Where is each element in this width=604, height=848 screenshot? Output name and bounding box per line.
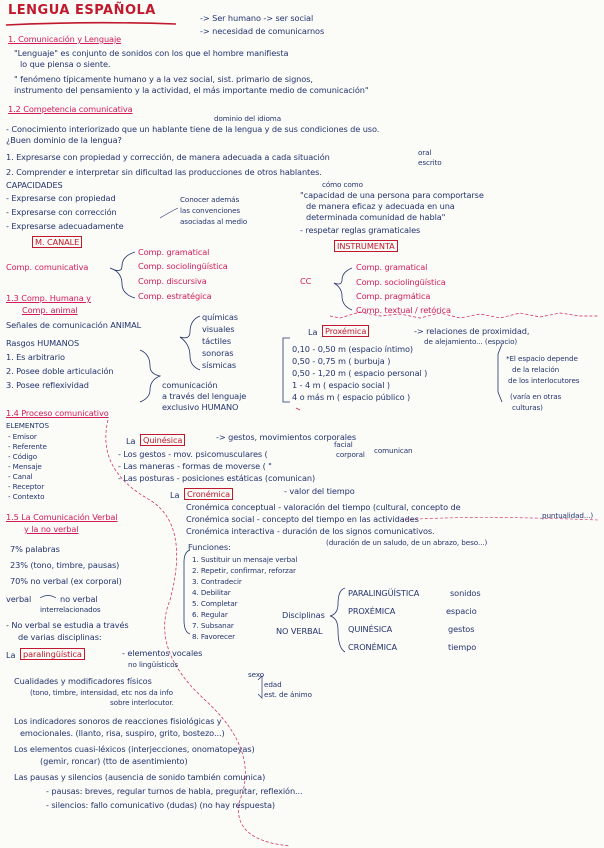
instrumenta-item-4: Comp. textual / retórica <box>356 305 451 315</box>
elemento-7: - Contexto <box>8 492 45 501</box>
disciplinas-label-2: NO VERBAL <box>276 626 323 636</box>
competencia-item-2: 2. Comprender e interpretar sin dificultad las producciones de otros hablantes. <box>6 167 322 177</box>
funciones-heading: Funciones: <box>188 542 231 552</box>
elementos-label: ELEMENTOS <box>6 421 49 430</box>
section-1-3-heading-2: Comp. animal <box>22 305 78 315</box>
como-note: cómo como <box>322 180 363 189</box>
competencia-def-1: - Conocimiento interiorizado que un hablante tiene de la lengua y de sus condiciones de uso. <box>6 124 380 134</box>
cronemica-la: La <box>170 490 180 500</box>
canale-item-4: Comp. estratégica <box>138 291 212 301</box>
quinesica-gestos: - Los gestos - mov. psicomusculares ( <box>118 449 268 459</box>
capacidad-1: - Expresarse con propiedad <box>6 193 116 203</box>
disciplinas-label-1: Disciplinas <box>282 610 325 620</box>
capacidades-label: CAPACIDADES <box>6 180 63 190</box>
rasgo-1: 1. Es arbitrario <box>6 352 65 362</box>
proxemica-desc-1: -> relaciones de proximidad, <box>414 326 530 336</box>
lenguaje-definition-2a: " fenómeno típicamente humano y a la vez social, sist. primario de signos, <box>14 74 313 84</box>
edad-note: edad <box>264 680 282 689</box>
conocer-2: las convenciones <box>180 206 241 215</box>
instrumenta-item-2: Comp. sociolingüística <box>356 277 446 287</box>
competencia-item-1: 1. Expresarse con propiedad y corrección, de manera adecuada a cada situación <box>6 152 330 162</box>
rasgo-3: 3. Posee reflexividad <box>6 380 89 390</box>
capacidad-def-2: de manera eficaz y adecuada en una <box>306 201 455 211</box>
disciplina-1-value: sonidos <box>450 588 481 598</box>
no-verbal-estudio-1: - No verbal se estudia a través <box>6 620 129 630</box>
quinesica-maneras: - Las maneras - formas de moverse ( " <box>118 461 272 471</box>
porcentaje-tono: 23% (tono, timbre, pausas) <box>10 560 120 570</box>
page-title: LENGUA ESPAÑOLA <box>8 3 156 18</box>
disciplina-2-value: espacio <box>446 606 477 616</box>
rasgos-humanos: Rasgos HUMANOS <box>6 338 80 348</box>
lenguaje-definition-2b: instrumento del pensamiento y la actividad, el más importante medio de comunicación" <box>14 85 369 95</box>
quinesica-desc: -> gestos, movimientos corporales <box>216 432 357 442</box>
lenguaje-definition-1a: "Lenguaje" es conjunto de sonidos con los que el hombre manifiesta <box>14 48 289 58</box>
section-1-3-heading-1: 1.3 Comp. Humana y <box>6 293 91 303</box>
espacio-note-2: de la relación <box>512 365 560 374</box>
header-arrow-2: -> necesidad de comunicarnos <box>200 26 325 36</box>
header-arrow-1: -> Ser humano -> ser social <box>200 13 314 23</box>
elemento-6: - Receptor <box>8 482 45 491</box>
lenguaje-definition-1b: lo que piensa o siente. <box>20 59 111 69</box>
cuasi-lexicos-detail: (gemir, roncar) (tto de asentimiento) <box>40 756 188 766</box>
tipo-4: sonoras <box>202 348 234 358</box>
instrumenta-cc: CC <box>300 276 312 286</box>
capacidad-2: - Expresarse con corrección <box>6 207 117 217</box>
section-1-5-heading-1: 1.5 La Comunicación Verbal <box>6 512 118 522</box>
cronemica-desc: - valor del tiempo <box>284 486 355 496</box>
disciplina-2-name: PROXÉMICA <box>348 606 396 616</box>
section-1-5-heading-2: y la no verbal <box>24 524 79 534</box>
espacio-note-1: *El espacio depende <box>506 354 578 363</box>
distancia-4: 1 - 4 m ( espacio social ) <box>292 380 391 390</box>
elemento-5: - Canal <box>8 472 33 481</box>
funcion-1: 1. Sustituir un mensaje verbal <box>192 555 298 564</box>
canale-item-1: Comp. gramatical <box>138 247 210 257</box>
dominio-note: dominio del idioma <box>214 114 282 123</box>
funcion-2: 2. Repetir, confirmar, reforzar <box>192 566 296 575</box>
instrumenta-item-3: Comp. pragmática <box>356 291 431 301</box>
competencia-def-2: ¿Buen dominio de la lengua? <box>6 135 122 145</box>
indicadores-heading: Los indicadores sonoros de reacciones fisiológicas y <box>14 716 222 726</box>
proxemica-desc-2: de alejamiento... (espacio) <box>424 337 518 346</box>
section-1-4-heading: 1.4 Proceso comunicativo <box>6 408 109 418</box>
escrito-note: escrito <box>418 158 442 167</box>
instrumenta-label: INSTRUMENTA <box>334 240 398 252</box>
paralinguistica-desc-2: no lingüísticos <box>128 660 179 669</box>
elemento-3: - Código <box>8 452 38 461</box>
instrumenta-item-1: Comp. gramatical <box>356 262 428 272</box>
cualidades-detail-2: sobre interlocutor. <box>110 698 174 707</box>
distancia-3: 0,50 - 1,20 m ( espacio personal ) <box>292 368 428 378</box>
oral-note: oral <box>418 148 432 157</box>
cronemica-social: Cronémica social - concepto del tiempo en las actividades <box>186 514 419 524</box>
capacidad-def-1: "capacidad de una persona para comportarse <box>300 190 484 200</box>
cronemica-interactiva-b: (duración de un saludo, de un abrazo, beso...) <box>326 538 488 547</box>
quinesica-posturas: - Las posturas - posiciones estáticas (comunican) <box>118 473 316 483</box>
canale-label: M. CANALE <box>32 236 82 248</box>
corporal-note: corporal <box>336 450 365 459</box>
quinesica-la: La <box>126 436 136 446</box>
tipo-2: visuales <box>202 324 235 334</box>
funcion-6: 6. Regular <box>192 610 228 619</box>
distancia-2: 0,50 - 0,75 m ( burbuja ) <box>292 356 391 366</box>
comunicacion-2: a través del lenguaje <box>162 391 247 401</box>
conocer-3: asociadas al medio <box>180 217 248 226</box>
facial-note: facial <box>334 440 353 449</box>
conocer-1: Conocer además <box>180 195 240 204</box>
interrelacionados: interrelacionados <box>40 605 101 614</box>
rasgo-2: 2. Posee doble articulación <box>6 366 114 376</box>
disciplina-4-value: tiempo <box>448 642 477 652</box>
canale-main: Comp. comunicativa <box>6 262 89 272</box>
disciplina-3-name: QUINÉSICA <box>348 624 393 634</box>
funcion-7: 7. Subsanar <box>192 621 234 630</box>
funcion-3: 3. Contradecir <box>192 577 242 586</box>
capacidad-3: - Expresarse adecuadamente <box>6 221 124 231</box>
pausas-detail: - pausas: breves, regular turnos de habla, preguntar, reflexión... <box>46 786 303 796</box>
funcion-8: 8. Favorecer <box>192 632 236 641</box>
comunicacion-1: comunicación <box>162 380 218 390</box>
cronemica-conceptual-b: puntualidad...) <box>542 511 594 520</box>
sexo-note: sexo <box>248 670 265 679</box>
espacio-note-5: culturas) <box>512 403 543 412</box>
distancia-1: 0,10 - 0,50 m (espacio íntimo) <box>292 344 414 354</box>
espacio-note-4: (varía en otras <box>510 392 562 401</box>
cronemica-label: Cronémica <box>184 488 233 500</box>
indicadores-detail: emocionales. (llanto, risa, suspiro, grito, bostezo...) <box>20 728 225 738</box>
paralinguistica-la: La <box>6 650 16 660</box>
section-1-2-heading: 1.2 Competencia comunicativa <box>8 104 133 114</box>
elemento-4: - Mensaje <box>8 462 42 471</box>
quinesica-label: Quinésica <box>140 434 185 446</box>
cualidades-detail: (tono, timbre, intensidad, etc nos da info <box>30 688 173 697</box>
pausas-heading: Las pausas y silencios (ausencia de sonido también comunica) <box>14 772 266 782</box>
porcentaje-palabras: 7% palabras <box>10 544 60 554</box>
capacidad-def-3: determinada comunidad de habla" <box>306 212 446 222</box>
espacio-note-3: de los interlocutores <box>508 376 580 385</box>
section-1-heading: 1. Comunicación y Lenguaje <box>8 34 122 44</box>
comunican-note: comunican <box>374 446 413 455</box>
paralinguistica-desc-1: - elementos vocales <box>122 648 203 658</box>
proxemica-la: La <box>308 327 318 337</box>
no-verbal-label: no verbal <box>60 594 98 604</box>
canale-item-2: Comp. sociolingüística <box>138 261 228 271</box>
disciplina-4-name: CRONÉMICA <box>348 642 398 652</box>
elemento-1: - Emisor <box>8 432 37 441</box>
cualidades-heading: Cualidades y modificadores físicos <box>14 676 152 686</box>
cronemica-interactiva: Cronémica interactiva - duración de los signos comunicativos. <box>186 526 435 536</box>
porcentaje-no-verbal: 70% no verbal (ex corporal) <box>10 576 122 586</box>
paralinguistica-label: paralingüística <box>20 648 85 660</box>
disciplina-3-value: gestos <box>448 624 475 634</box>
disciplina-1-name: PARALINGÜÍSTICA <box>348 588 420 598</box>
cuasi-lexicos-heading: Los elementos cuasi-léxicos (interjecciones, onomatopeyas) <box>14 744 255 754</box>
capacidad-def-4: - respetar reglas gramaticales <box>300 225 421 235</box>
tipo-3: táctiles <box>202 336 231 346</box>
estado-note: est. de ánimo <box>264 690 312 699</box>
senales-animal: Señales de comunicación ANIMAL <box>6 320 142 330</box>
tipo-5: sísmicas <box>202 360 237 370</box>
comunicacion-3: exclusivo HUMANO <box>162 402 239 412</box>
proxemica-label: Proxémica <box>322 325 369 337</box>
funcion-5: 5. Completar <box>192 599 238 608</box>
silencios-detail: - silencios: fallo comunicativo (dudas) (no hay respuesta) <box>46 800 275 810</box>
distancia-5: 4 o más m ( espacio público ) <box>292 392 411 402</box>
funcion-4: 4. Debilitar <box>192 588 231 597</box>
verbal-label: verbal <box>6 594 32 604</box>
canale-item-3: Comp. discursiva <box>138 276 207 286</box>
tipo-1: químicas <box>202 312 238 322</box>
no-verbal-estudio-2: de varias disciplinas: <box>18 632 102 642</box>
elemento-2: - Referente <box>8 442 47 451</box>
cronemica-conceptual: Cronémica conceptual - valoración del tiempo (cultural, concepto de <box>186 502 461 512</box>
